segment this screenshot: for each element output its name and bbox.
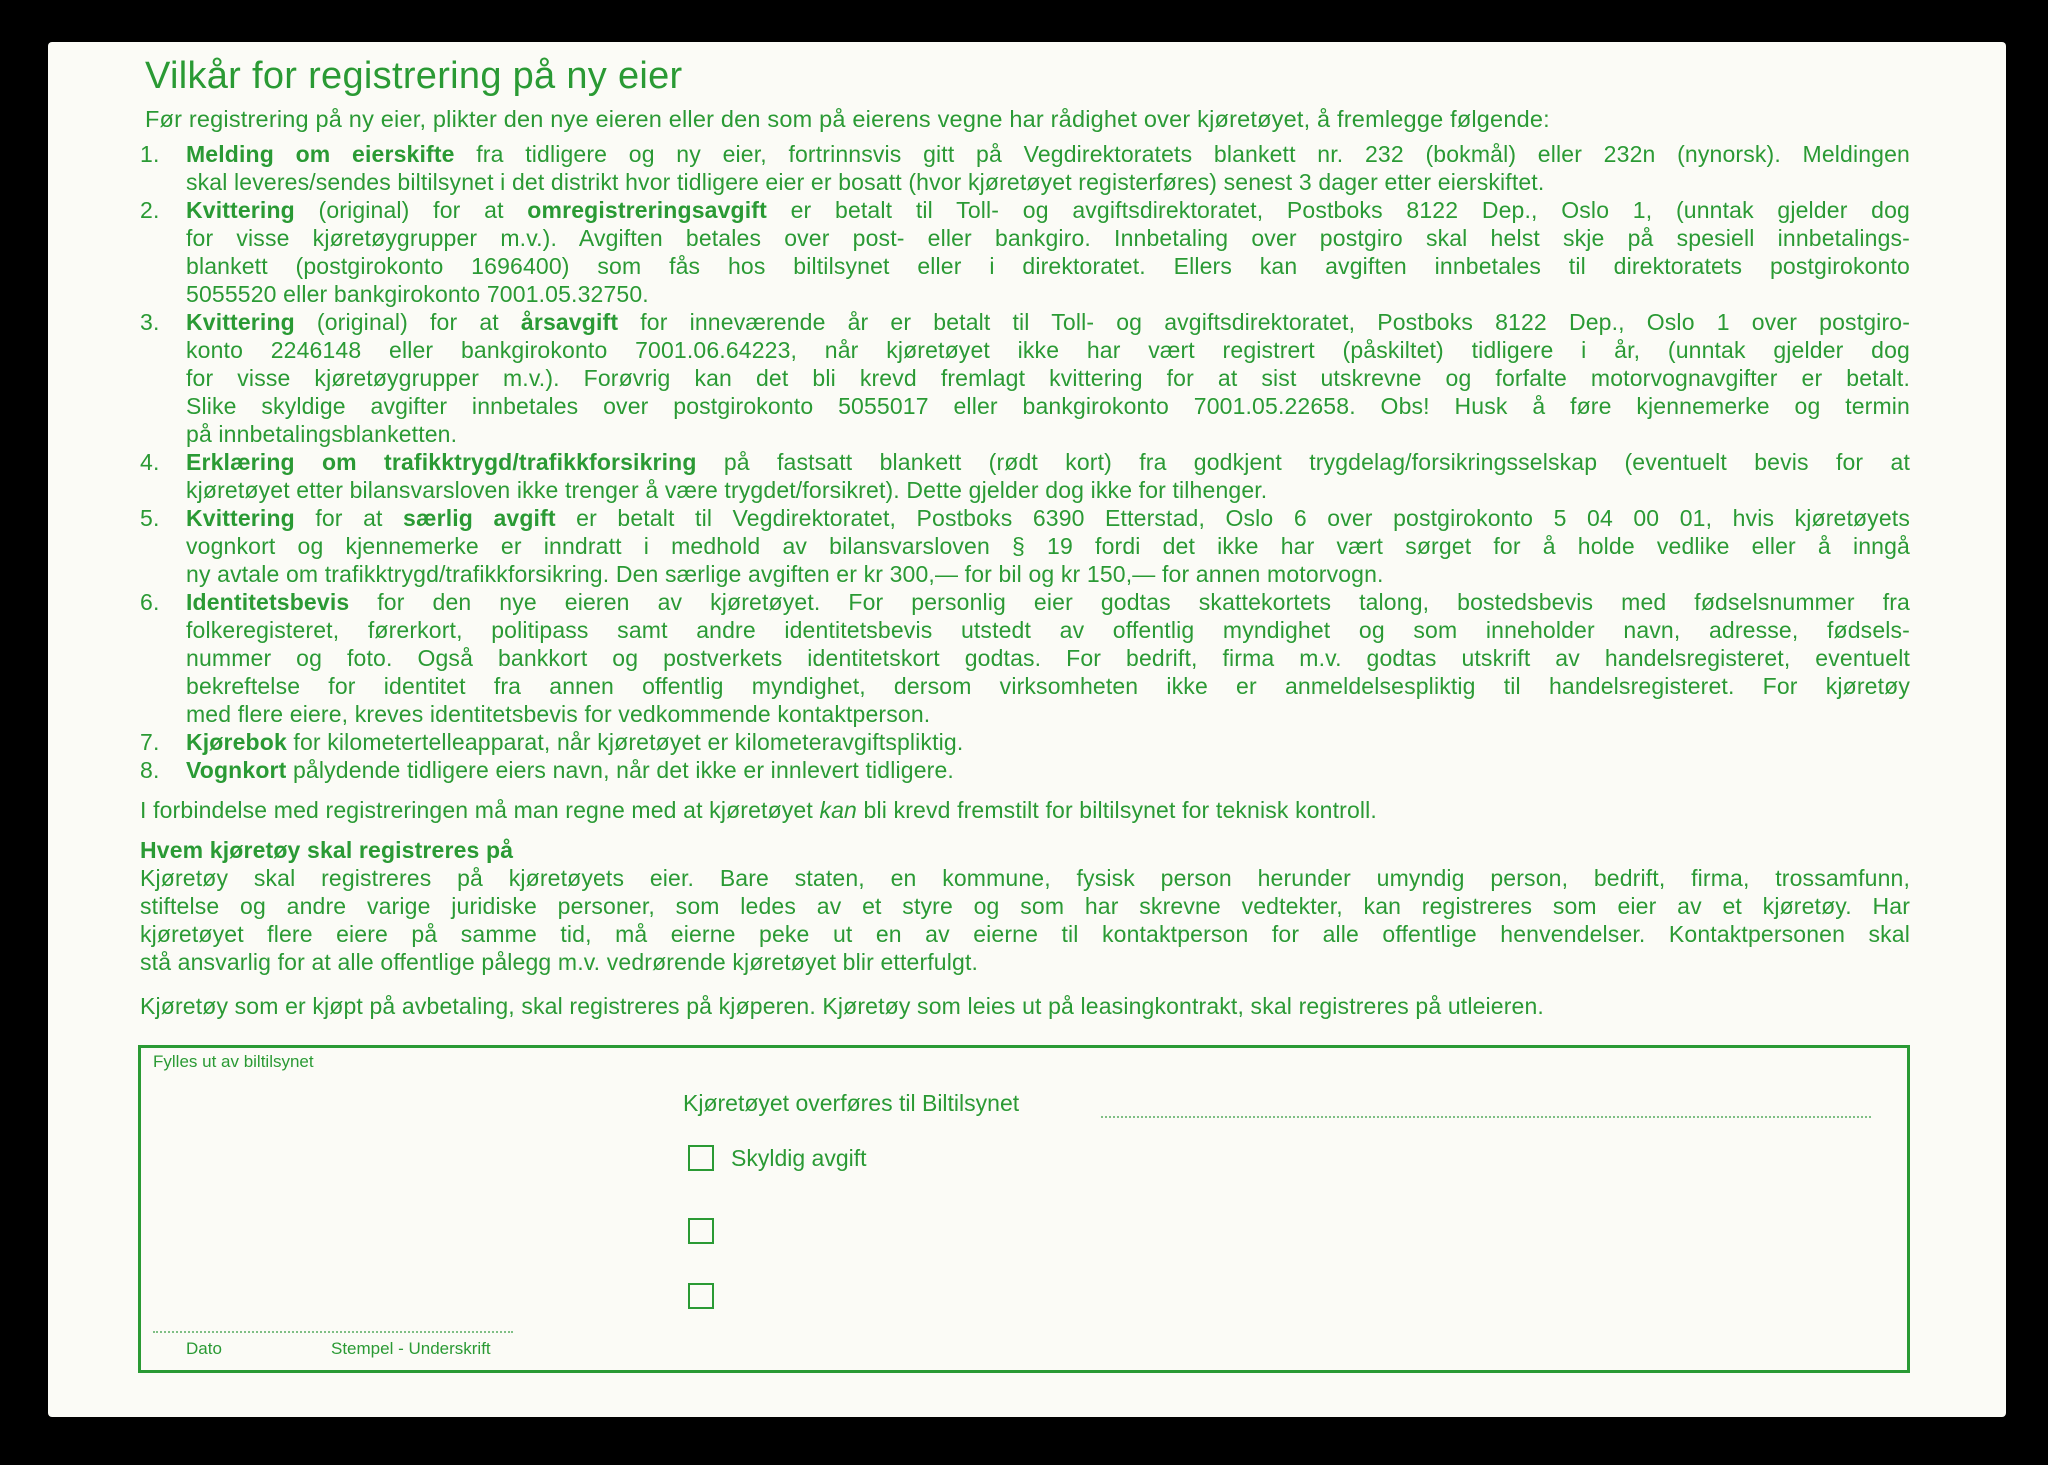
item-number: 8. [140, 757, 160, 783]
item-number: 6. [140, 589, 160, 615]
item-keyword: særlig avgift [403, 505, 556, 531]
item-keyword: årsavgift [520, 309, 619, 335]
skyldig-avgift-label: Skyldig avgift [731, 1145, 867, 1171]
item-line [186, 252, 1910, 280]
item-line [186, 560, 1910, 588]
item-line [186, 588, 1910, 616]
item-keyword: Erklæring om trafikktrygd/trafikkforsikring [186, 449, 697, 475]
item-keyword: Identitetsbevis [186, 589, 350, 615]
item-keyword: Melding om eierskifte [186, 141, 455, 167]
installment-note: Kjøretøy som er kjøpt på avbetaling, skal registreres på kjøperen. Kjøretøy som leies ut på leasingkontrakt, skal registreres på utleieren. [140, 993, 1544, 1019]
item-line [186, 364, 1910, 392]
official-use-box [138, 1045, 1910, 1373]
item-text: (original) for at [294, 197, 528, 223]
item-text: for kilometertelleapparat, når kjøretøyet er kilometeravgiftspliktig. [286, 729, 964, 755]
item-text: for inneværende år er betalt til Toll- og avgiftsdirektoratet, Postboks 8122 Dep., Oslo 1 over postgiro- [618, 309, 1910, 335]
item-text: bekreftelse for identitet fra annen offentlig myndighet, dersom virksomheten ikke er anmeldelsespliktig til handelsregisteret. For kjøretøy [186, 673, 1910, 699]
transfer-line[interactable] [1101, 1116, 1871, 1118]
extra-checkbox-2[interactable] [688, 1283, 714, 1309]
who-line: Kjøretøy skal registreres på kjøretøyets eier. Bare staten, en kommune, fysisk person herunder umyndig person, bedrift, firma, trossamfunn, [140, 865, 1910, 891]
item-line [186, 308, 1910, 336]
item-line [186, 392, 1910, 420]
item-keyword: Vognkort [186, 757, 287, 783]
item-text: fra tidligere og ny eier, fortrinnsvis gitt på Vegdirektoratets blankett nr. 232 (bokmål) eller 232n (nynorsk). Meldingen [454, 141, 1910, 167]
requirement-item [140, 140, 1910, 196]
item-text: nummer og foto. Også bankkort og postverkets identitetskort godtas. For bedrift, firma m.v. godtas utskrift av handelsregisteret, eventuelt [186, 645, 1910, 671]
date-label: Dato [186, 1339, 222, 1358]
item-line [186, 532, 1910, 560]
item-text: 5055520 eller bankgirokonto 7001.05.32750. [186, 281, 649, 307]
item-text: på innbetalingsblanketten. [186, 421, 458, 447]
item-keyword: Kvittering [186, 197, 295, 223]
signature-line[interactable] [153, 1331, 513, 1333]
item-number: 2. [140, 197, 160, 223]
item-text: for visse kjøretøygrupper m.v.). Forøvrig kan det bli krevd fremlagt kvittering for at sist utskrevne og forfalte motorvognavgifter er betalt. [186, 365, 1910, 391]
item-line [186, 420, 1910, 448]
item-text: blankett (postgirokonto 1696400) som fås hos biltilsynet eller i direktoratet. Ellers kan avgiften innbetales til direktoratets postgirokonto [186, 253, 1910, 279]
item-line [186, 504, 1910, 532]
item-text: konto 2246148 eller bankgirokonto 7001.06.64223, når kjøretøyet ikke har vært registrert (påskiltet) tidligere i år, (unntak gjelder dog [186, 337, 1910, 363]
transfer-label: Kjøretøyet overføres til Biltilsynet [683, 1090, 1020, 1116]
item-text: er betalt til Toll- og avgiftsdirektoratet, Postboks 8122 Dep., Oslo 1, (unntak gjelder dog [766, 197, 1910, 223]
control-note: I forbindelse med registreringen må man regne med at kjøretøyet kan bli krevd fremstilt for biltilsynet for teknisk kontroll. [140, 797, 1377, 823]
requirement-item [140, 728, 1910, 756]
item-line [186, 168, 1910, 196]
item-number: 1. [140, 141, 160, 167]
item-text: pålydende tidligere eiers navn, når det ikke er innlevert tidligere. [286, 757, 954, 783]
skyldig-avgift-checkbox[interactable] [688, 1145, 714, 1171]
item-line [186, 672, 1910, 700]
item-line [186, 616, 1910, 644]
intro-text: Før registrering på ny eier, plikter den nye eieren eller den som på eierens vegne har rådighet over kjøretøyet, å fremlegge følgende: [145, 106, 1550, 132]
item-text: på fastsatt blankett (rødt kort) fra godkjent trygdelag/forsikringsselskap (eventuelt bevis for at [696, 449, 1910, 475]
item-line [186, 224, 1910, 252]
who-line: stå ansvarlig for at alle offentlige pålegg m.v. vedrørende kjøretøyet blir etterfulgt. [140, 949, 979, 975]
form-header: Fylles ut av biltilsynet [153, 1052, 314, 1071]
item-text: for visse kjøretøygrupper m.v.). Avgiften betales over post- eller bankgiro. Innbetaling over postgiro skal helst skje på spesiell innbetalings- [186, 225, 1910, 251]
item-keyword: Kvittering [186, 505, 295, 531]
item-number: 4. [140, 449, 160, 475]
item-keyword: omregistreringsavgift [527, 197, 767, 223]
requirement-item [140, 196, 1910, 308]
requirement-item [140, 308, 1910, 448]
item-keyword: Kvittering [186, 309, 295, 335]
item-text: Slike skyldige avgifter innbetales over postgirokonto 5055017 eller bankgirokonto 7001.05.22658. Obs! Husk å føre kjennemerke og termin [186, 393, 1910, 419]
item-line [186, 728, 1910, 756]
item-line [186, 700, 1910, 728]
item-number: 7. [140, 729, 160, 755]
item-line [186, 644, 1910, 672]
item-text: vognkort og kjennemerke er inndratt i medhold av bilansvarsloven § 19 fordi det ikke har vært sørget for å holde vedlike eller å inngå [186, 533, 1910, 559]
item-text: med flere eiere, kreves identitetsbevis for vedkommende kontaktperson. [186, 701, 931, 727]
item-number: 3. [140, 309, 160, 335]
item-text: for den nye eieren av kjøretøyet. For personlig eier godtas skattekortets talong, bostedsbevis med fødselsnummer fra [349, 589, 1910, 615]
who-heading: Hvem kjøretøy skal registreres på [140, 837, 514, 863]
requirement-item [140, 756, 1910, 784]
item-line [186, 196, 1910, 224]
item-text: ny avtale om trafikktrygd/trafikkforsikring. Den særlige avgiften er kr 300,— for bil og kr 150,— for annen motorvogn. [186, 561, 1384, 587]
item-keyword: Kjørebok [186, 729, 287, 755]
page-title: Vilkår for registrering på ny eier [145, 55, 683, 97]
who-line: stiftelse og andre varige juridiske personer, som ledes av et styre og som har skrevne vedtekter, kan registreres som eier av et kjøretøy. Har [140, 893, 1910, 919]
who-section [140, 836, 1910, 976]
item-text: er betalt til Vegdirektoratet, Postboks 6390 Etterstad, Oslo 6 over postgirokonto 5 04 00 01, hvis kjøretøyets [555, 505, 1910, 531]
requirement-item [140, 504, 1910, 588]
item-line [186, 140, 1910, 168]
item-line [186, 448, 1910, 476]
stamp-label: Stempel - Underskrift [331, 1339, 491, 1358]
item-line [186, 756, 1910, 784]
who-line: kjøretøyet flere eiere på samme tid, må eierne peke ut en av eierne til kontaktperson for alle offentlige henvendelser. Kontaktpersonen skal [140, 921, 1910, 947]
item-line [186, 476, 1910, 504]
item-text: for at [294, 505, 404, 531]
item-text: (original) for at [294, 309, 521, 335]
requirements-list [140, 140, 1910, 784]
item-text: folkeregisteret, førerkort, politipass samt andre identitetsbevis utstedt av offentlig myndighet og som inneholder navn, adresse, fødsels- [186, 617, 1910, 643]
requirement-item [140, 448, 1910, 504]
item-line [186, 280, 1910, 308]
requirement-item [140, 588, 1910, 728]
item-line [186, 336, 1910, 364]
item-text: skal leveres/sendes biltilsynet i det distrikt hvor tidligere eier er bosatt (hvor kjøretøyet registerføres) senest 3 dager etter eierskiftet. [186, 169, 1545, 195]
item-text: kjøretøyet etter bilansvarsloven ikke trenger å være trygdet/forsikret). Dette gjelder dog ikke for tilhenger. [186, 477, 1268, 503]
item-number: 5. [140, 505, 160, 531]
extra-checkbox-1[interactable] [688, 1218, 714, 1244]
